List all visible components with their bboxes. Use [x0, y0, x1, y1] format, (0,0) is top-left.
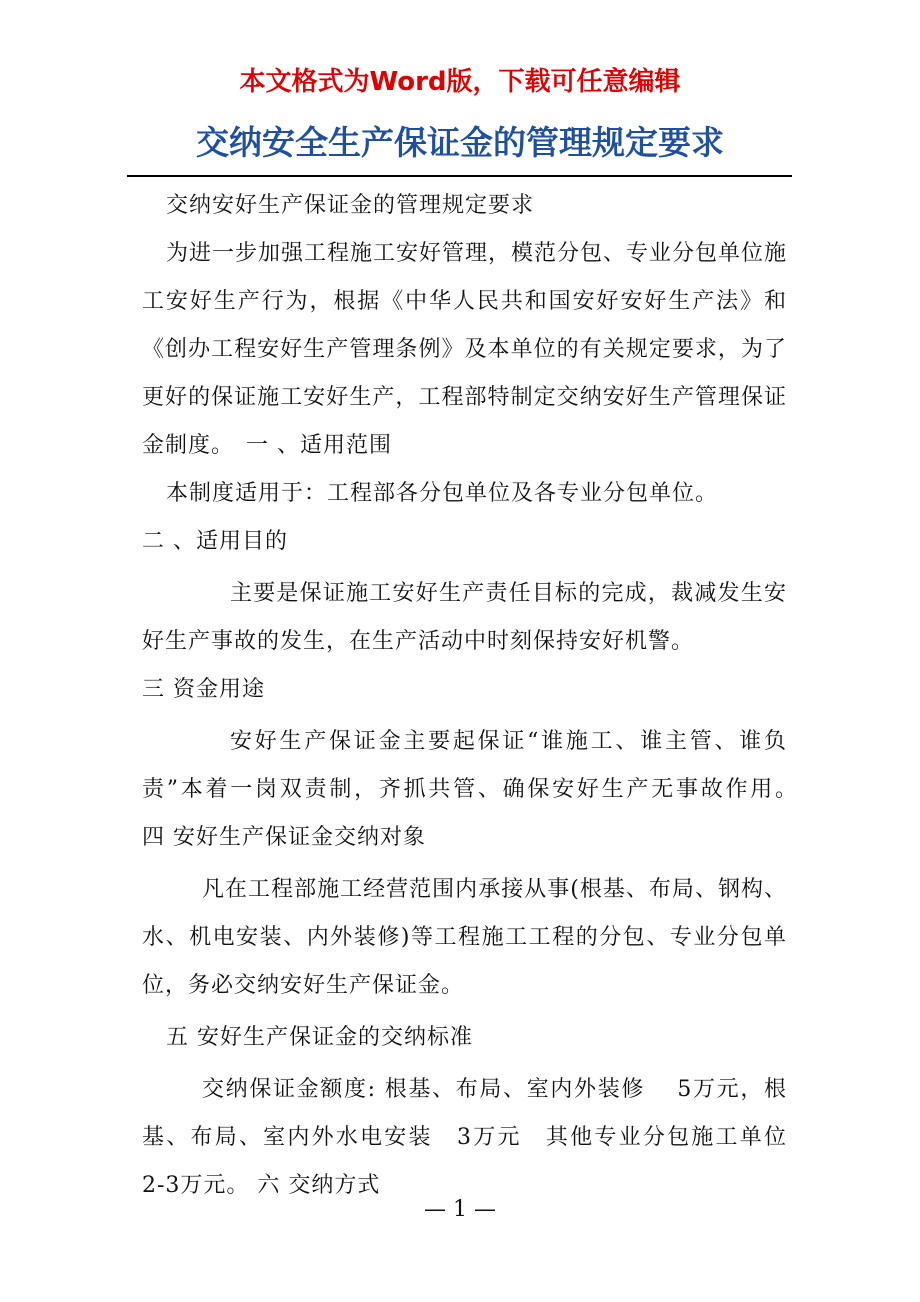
paragraph-purpose: 主要是保证施工安好生产责任目标的完成，裁减发生安好生产事故的发生，在生产活动中时刻保持安好机警。: [142, 581, 787, 654]
section-heading-purpose: 二 、适用目的: [142, 529, 288, 554]
paragraph-standard: 交纳保证金额度: 根基、布局、室内外装修 5万元，根基、布局、室内外水电安装 3万元 其他专业分包施工单位 2-3万元。 六 交纳方式: [142, 1077, 811, 1198]
document-body: [142, 182, 811, 1210]
page-number: — 1 —: [424, 1197, 496, 1222]
body-heading: 交纳安好生产保证金的管理规定要求: [166, 193, 535, 218]
paragraph-scope: 本制度适用于：工程部各分包单位及各专业分包单位。: [166, 481, 719, 506]
paragraph-intro: 为进一步加强工程施工安好管理，模范分包、专业分包单位施工安好生产行为，根据《中华人民共和国安好安好生产法》和《创办工程安好生产管理条例》及本单位的有关规定要求，为了更好的保证施工安好生产，工程部特制定交纳安好生产管理保证金制度。 一 、适用范围: [142, 241, 788, 458]
section-heading-fund-use: 三 资金用途: [142, 677, 265, 702]
section-heading-standard: 五 安好生产保证金的交纳标准: [166, 1025, 473, 1050]
format-notice-banner: 本文格式为Word版，下载可任意编辑: [239, 67, 681, 97]
paragraph-payers: 凡在工程部施工经营范围内承接从事(根基、布局、钢构、水、机电安装、内外装修)等工程施工工程的分包、专业分包单位，务必交纳安好生产保证金。: [142, 877, 787, 998]
title-divider: [127, 175, 792, 177]
paragraph-fund-use: 安好生产保证金主要起保证“谁施工、谁主管、谁负责”本着一岗双责制，齐抓共管、确保安好生产无事故作用。 四 安好生产保证金交纳对象: [142, 729, 811, 850]
document-title: 交纳安全生产保证金的管理规定要求: [196, 123, 724, 162]
